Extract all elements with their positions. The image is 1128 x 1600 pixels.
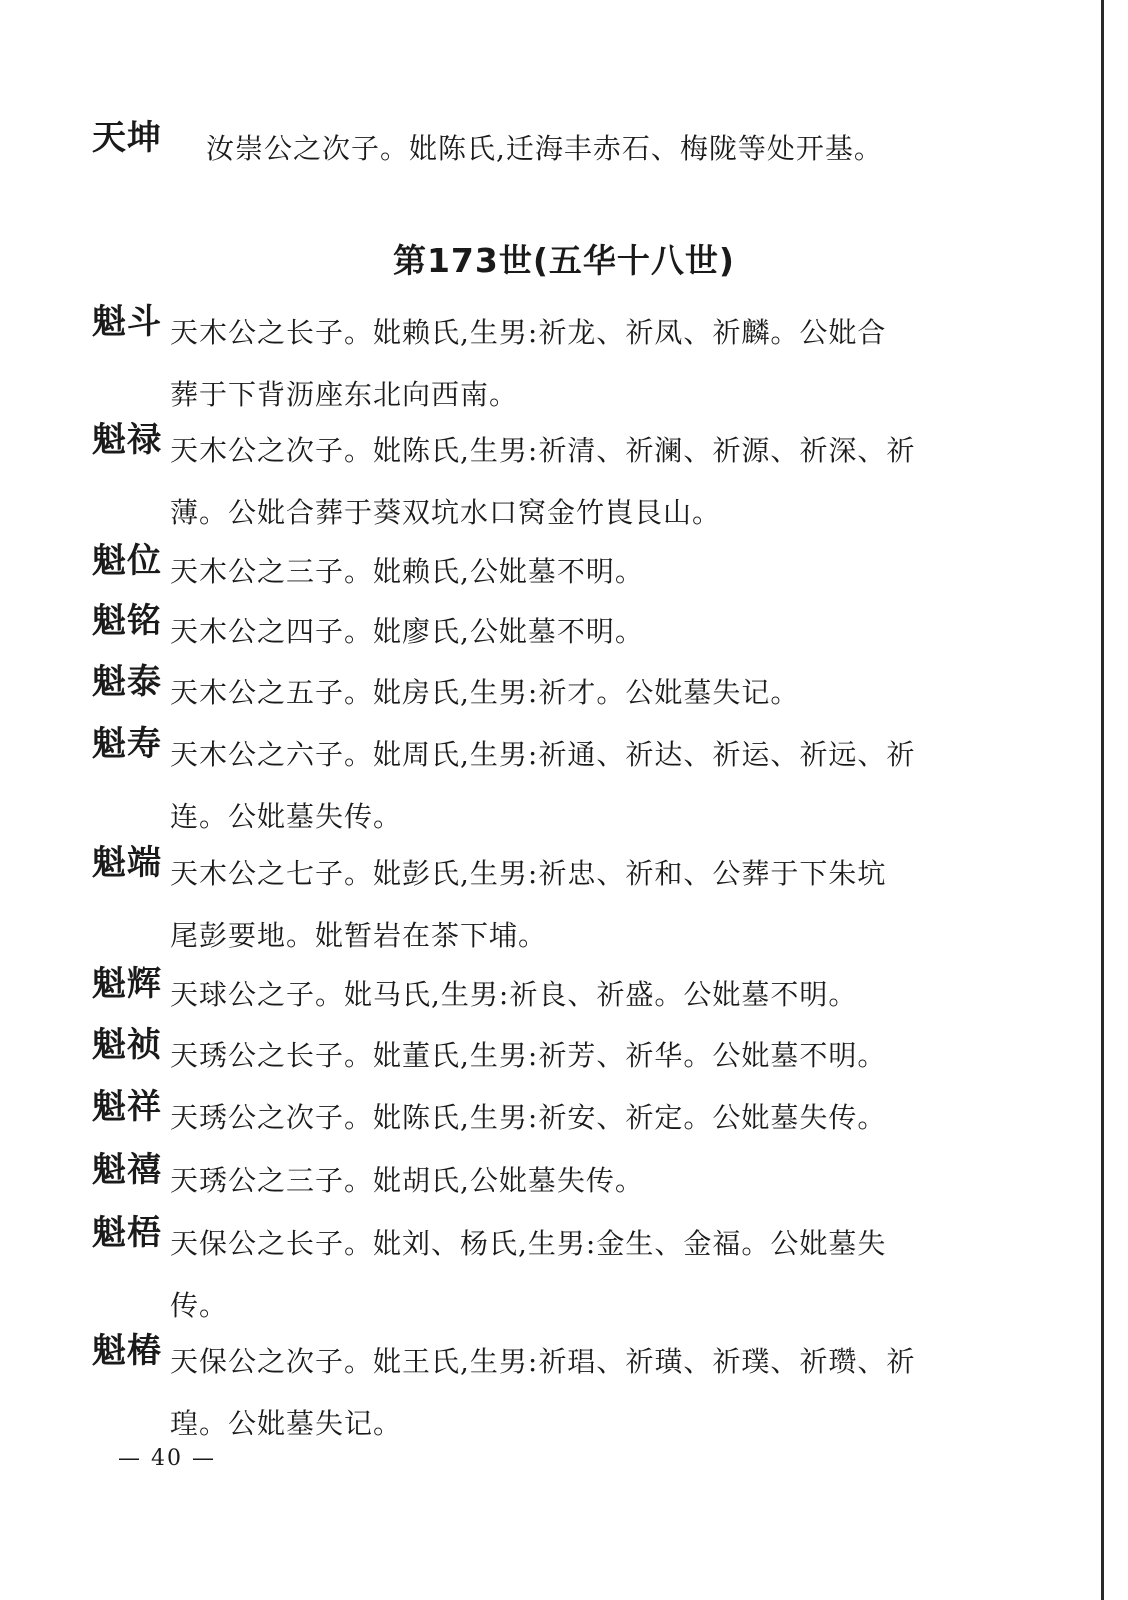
entry-line: 薄。公妣合葬于葵双坑水口窝金竹崀艮山。 (170, 496, 722, 529)
entry-kuixiang (92, 1087, 1032, 1149)
entry-kuihui (92, 964, 1032, 1026)
entry-text (92, 724, 1032, 848)
entry-line: 天琇公之长子。妣董氏,生男:祈芳、祈华。公妣墓不明。 (170, 1039, 887, 1072)
entry-line: 天木公之七子。妣彭氏,生男:祈忠、祈和、公葬于下朱坑 (170, 857, 887, 890)
entry-name: 魁寿 (92, 724, 162, 764)
entry-line: 葬于下背沥座东北向西南。 (170, 378, 519, 411)
entry-name: 天坤 (92, 118, 162, 158)
entry-kuiwu (92, 1213, 1032, 1337)
entry-kuiming (92, 601, 1032, 663)
entry-name: 魁斗 (92, 302, 162, 342)
page-number: — 40 — (118, 1446, 216, 1471)
entry-text (92, 1087, 1032, 1149)
entry-text (92, 1150, 1032, 1212)
entry-kuizhen (92, 1025, 1032, 1087)
entry-line: 天木公之长子。妣赖氏,生男:祈龙、祈凤、祈麟。公妣合 (170, 316, 887, 349)
entry-line: 天木公之六子。妣周氏,生男:祈通、祈达、祈运、祈远、祈 (170, 738, 916, 771)
entry-kuixi (92, 1150, 1032, 1212)
entry-text (92, 302, 1032, 426)
entry-line: 传。 (170, 1289, 229, 1322)
entry-name: 魁位 (92, 541, 162, 581)
entry-text (92, 118, 1032, 180)
entry-name: 魁梧 (92, 1213, 162, 1253)
entry-line: 天保公之次子。妣王氏,生男:祈琩、祈璜、祈璞、祈瓒、祈 (170, 1345, 916, 1378)
entry-text (92, 964, 1032, 1026)
entry-text (92, 662, 1032, 724)
entry-kuiduan (92, 843, 1032, 967)
entry-line: 天琇公之次子。妣陈氏,生男:祈安、祈定。公妣墓失传。 (170, 1101, 887, 1134)
entry-kuiwei (92, 541, 1032, 603)
entry-tiankun (92, 118, 1032, 180)
entry-line: 尾彭要地。妣暂岩在茶下埔。 (170, 919, 548, 952)
generation-heading: 第173世(五华十八世) (392, 241, 736, 280)
entry-text (92, 1331, 1032, 1455)
entry-kuidou (92, 302, 1032, 426)
entry-kuichun (92, 1331, 1032, 1455)
entry-text (92, 1213, 1032, 1337)
entry-kuitai (92, 662, 1032, 724)
entry-name: 魁端 (92, 843, 162, 883)
entry-text (92, 843, 1032, 967)
entry-name: 魁泰 (92, 662, 162, 702)
entry-kuilu (92, 420, 1032, 544)
entry-line: 天球公之子。妣马氏,生男:祈良、祈盛。公妣墓不明。 (170, 978, 858, 1011)
entry-line: 汝崇公之次子。妣陈氏,迁海丰赤石、梅陇等处开基。 (206, 132, 883, 165)
entry-line: 瑝。公妣墓失记。 (170, 1407, 403, 1440)
entry-name: 魁禄 (92, 420, 162, 460)
entry-name: 魁铭 (92, 601, 162, 641)
entry-name: 魁辉 (92, 964, 162, 1004)
entry-name: 魁禧 (92, 1150, 162, 1190)
entry-line: 天木公之次子。妣陈氏,生男:祈清、祈澜、祈源、祈深、祈 (170, 434, 916, 467)
entry-text (92, 601, 1032, 663)
entry-line: 天保公之长子。妣刘、杨氏,生男:金生、金福。公妣墓失 (170, 1227, 887, 1260)
entry-line: 连。公妣墓失传。 (170, 800, 403, 833)
entry-line: 天木公之四子。妣廖氏,公妣墓不明。 (170, 615, 644, 648)
entry-name: 魁祥 (92, 1087, 162, 1127)
entry-name: 魁椿 (92, 1331, 162, 1371)
entry-line: 天木公之三子。妣赖氏,公妣墓不明。 (170, 555, 644, 588)
entry-line: 天琇公之三子。妣胡氏,公妣墓失传。 (170, 1164, 644, 1197)
entry-text (92, 541, 1032, 603)
entry-text (92, 420, 1032, 544)
entry-kuishou (92, 724, 1032, 848)
entry-line: 天木公之五子。妣房氏,生男:祈才。公妣墓失记。 (170, 676, 800, 709)
entry-text (92, 1025, 1032, 1087)
entry-name: 魁祯 (92, 1025, 162, 1065)
